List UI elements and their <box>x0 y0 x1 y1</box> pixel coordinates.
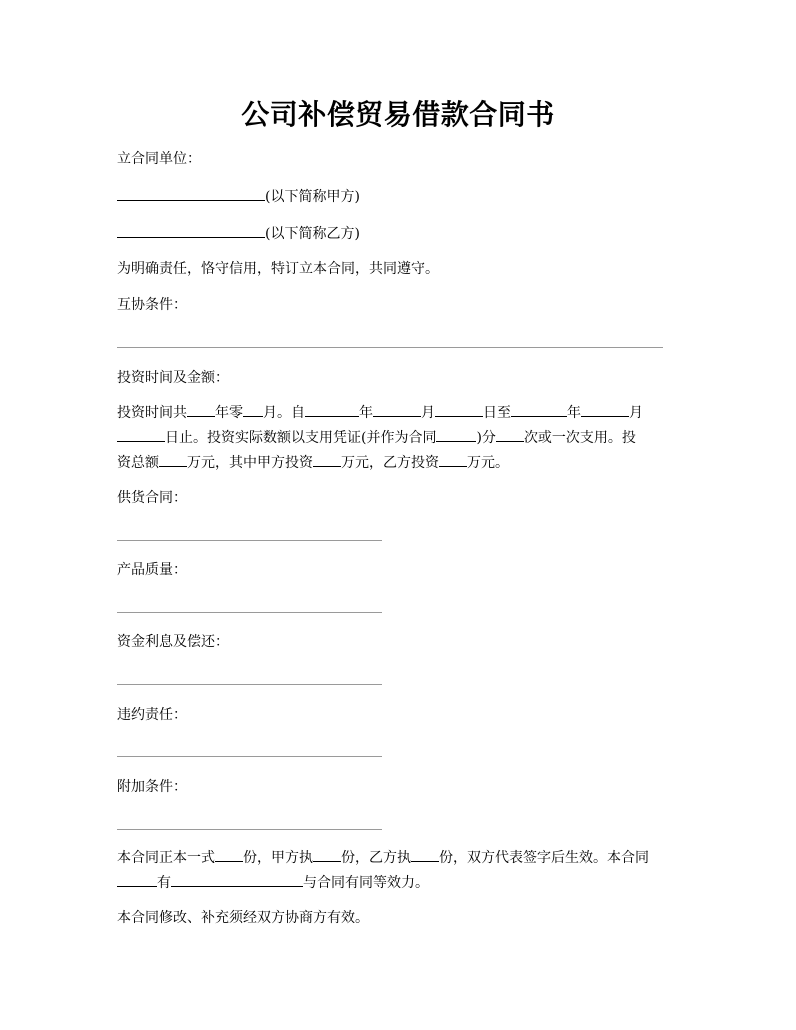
copies-blank[interactable] <box>215 848 243 862</box>
inv-text: 万元，乙方投资 <box>341 455 439 471</box>
inv-text: 次或一次支用。投 <box>523 430 636 446</box>
section-breach: 违约责任： <box>117 707 187 723</box>
start-month-blank[interactable] <box>373 403 421 417</box>
party-a-line <box>117 187 360 205</box>
inv-text: 资总额 <box>117 455 159 471</box>
section-mutual: 互协条件： <box>117 297 187 313</box>
inv-text: 月 <box>421 405 435 421</box>
appendix-blank[interactable] <box>117 873 157 887</box>
quality-fill-line[interactable] <box>117 612 382 613</box>
section-supply: 供货合同： <box>117 490 187 506</box>
breach-fill-line[interactable] <box>117 756 382 757</box>
section-interest: 资金利息及偿还： <box>117 634 229 650</box>
inv-text: 投资时间共 <box>117 405 187 421</box>
extra-fill-line[interactable] <box>117 829 382 830</box>
end-year-blank[interactable] <box>511 403 567 417</box>
investment-paragraph <box>117 401 687 476</box>
party-b-amount-blank[interactable] <box>439 453 467 467</box>
inv-text: 年 <box>567 405 581 421</box>
start-day-blank[interactable] <box>435 403 483 417</box>
closing-text: 有 <box>157 875 171 891</box>
installments-blank[interactable] <box>496 428 524 442</box>
mutual-fill-line[interactable] <box>117 347 663 348</box>
inv-text: 日至 <box>483 405 511 421</box>
section-quality: 产品质量： <box>117 562 187 578</box>
start-year-blank[interactable] <box>305 403 359 417</box>
party-a-blank[interactable] <box>117 187 265 201</box>
parties-label: 立合同单位： <box>117 151 201 167</box>
closing-line-1 <box>117 846 687 871</box>
inv-text: 日止。投资实际数额以支用凭证(并作为合同 <box>165 430 437 446</box>
investment-line-3 <box>117 451 687 476</box>
closing-line-2 <box>117 871 687 896</box>
inv-text: 月。自 <box>263 405 305 421</box>
inv-text: 年 <box>359 405 373 421</box>
inv-text: 年零 <box>215 405 243 421</box>
total-amount-blank[interactable] <box>159 453 187 467</box>
party-a-label: (以下简称甲方) <box>265 189 360 205</box>
inv-text: 万元，其中甲方投资 <box>187 455 313 471</box>
section-extra: 附加条件： <box>117 779 187 795</box>
inv-text: 万元。 <box>467 455 509 471</box>
end-month-blank[interactable] <box>581 403 629 417</box>
party-b-copies-blank[interactable] <box>411 848 439 862</box>
supply-fill-line[interactable] <box>117 540 382 541</box>
investment-line-2 <box>117 426 687 451</box>
closing-text: 份，甲方执 <box>243 850 313 866</box>
closing-text: 本合同正本一式 <box>117 850 215 866</box>
party-b-label: (以下简称乙方) <box>265 226 360 242</box>
amendment-text: 本合同修改、补充须经双方协商方有效。 <box>117 910 369 926</box>
contract-attachment-blank[interactable] <box>436 428 476 442</box>
closing-text: 份，双方代表签字后生效。本合同 <box>439 850 649 866</box>
end-day-blank[interactable] <box>117 428 165 442</box>
investment-line-1 <box>117 401 687 426</box>
section-investment: 投资时间及金额： <box>117 370 229 386</box>
party-b-line <box>117 224 360 242</box>
appendix-name-blank[interactable] <box>171 873 303 887</box>
years-blank[interactable] <box>187 403 215 417</box>
months-blank[interactable] <box>243 403 263 417</box>
closing-text: 份，乙方执 <box>341 850 411 866</box>
party-b-blank[interactable] <box>117 224 265 238</box>
document-title: 公司补偿贸易借款合同书 <box>241 98 555 131</box>
closing-paragraph <box>117 846 687 896</box>
intro-text: 为明确责任，恪守信用，特订立本合同，共同遵守。 <box>117 261 439 277</box>
party-a-copies-blank[interactable] <box>313 848 341 862</box>
interest-fill-line[interactable] <box>117 684 382 685</box>
closing-text: 与合同有同等效力。 <box>303 875 429 891</box>
inv-text: )分 <box>476 430 496 446</box>
inv-text: 月 <box>629 405 643 421</box>
party-a-amount-blank[interactable] <box>313 453 341 467</box>
